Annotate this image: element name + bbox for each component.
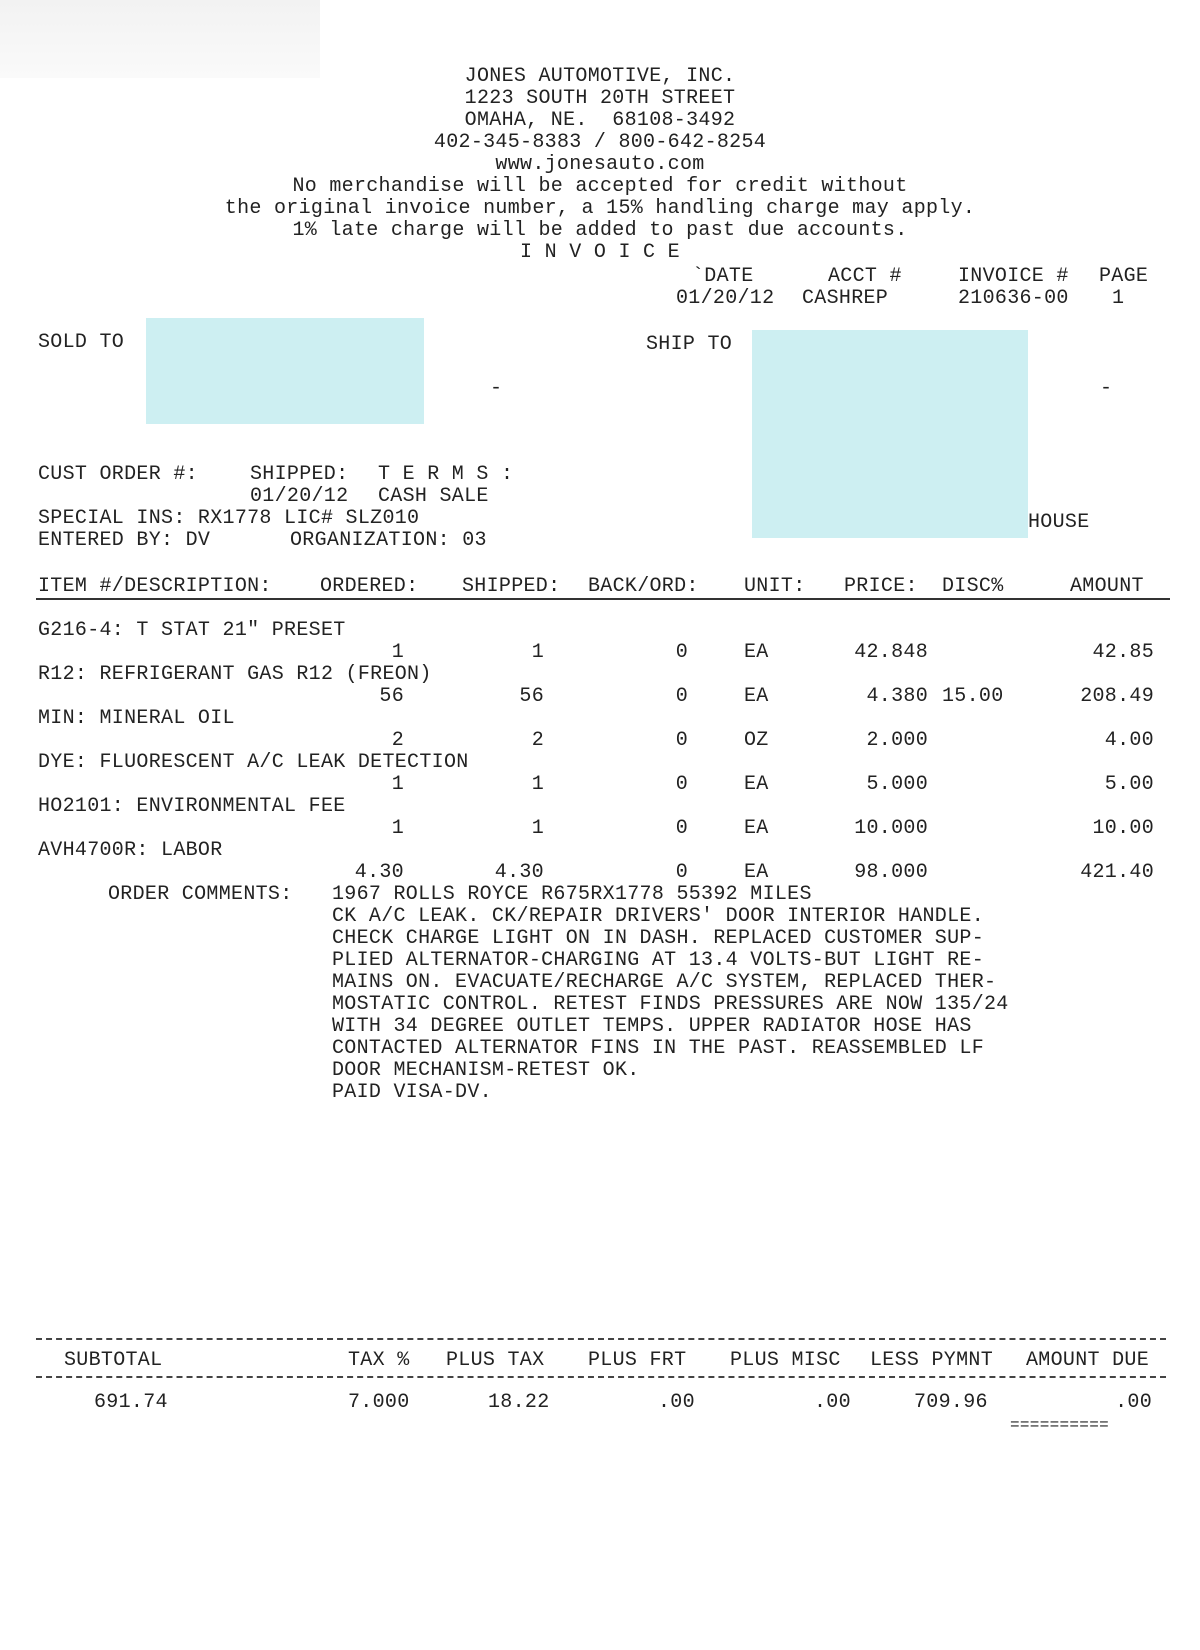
item-ordered: 4.30 — [354, 861, 404, 884]
item-shipped: 1 — [531, 641, 544, 664]
organization: ORGANIZATION: 03 — [290, 529, 487, 552]
policy-line-3: 1% late charge will be added to past due accounts. — [292, 219, 908, 242]
item-back-ordered: 0 — [675, 817, 688, 840]
item-ordered: 56 — [379, 685, 404, 708]
plus-tax-label: PLUS TAX — [446, 1349, 545, 1372]
ship-to-dash: - — [1100, 377, 1113, 400]
sold-to-label: SOLD TO — [38, 331, 125, 354]
amount-due-label: AMOUNT DUE — [1026, 1349, 1150, 1372]
item-shipped: 2 — [531, 729, 544, 752]
item-ordered: 1 — [391, 817, 404, 840]
item-amount: 42.85 — [1092, 641, 1154, 664]
item-unit: EA — [744, 861, 769, 884]
item-unit: EA — [744, 685, 769, 708]
scan-smudge — [0, 0, 320, 78]
item-price: 5.000 — [866, 773, 928, 796]
item-ordered: 1 — [391, 641, 404, 664]
invoice-date: 01/20/12 — [676, 287, 775, 310]
plus-freight-value: .00 — [658, 1391, 695, 1414]
item-discount: 15.00 — [942, 685, 1004, 708]
ship-to-label: SHIP TO — [646, 333, 733, 356]
company-phone: 402-345-8383 / 800-642-8254 — [433, 131, 767, 154]
item-back-ordered: 0 — [675, 685, 688, 708]
comment-line: CK A/C LEAK. CK/REPAIR DRIVERS' DOOR INTERIOR HANDLE. — [332, 905, 985, 928]
policy-line-2: the original invoice number, a 15% handling charge may apply. — [224, 197, 976, 220]
tax-percent-label: TAX % — [348, 1349, 410, 1372]
item-shipped: 1 — [531, 773, 544, 796]
item-shipped: 1 — [531, 817, 544, 840]
col-price: PRICE: — [844, 575, 918, 598]
page-label: PAGE — [1099, 265, 1149, 288]
comment-line: CONTACTED ALTERNATOR FINS IN THE PAST. REASSEMBLED LF — [332, 1037, 985, 1060]
shipped-label: SHIPPED: — [250, 463, 349, 486]
item-amount: 208.49 — [1080, 685, 1154, 708]
item-unit: OZ — [744, 729, 769, 752]
item-amount: 5.00 — [1104, 773, 1154, 796]
entered-by: ENTERED BY: DV — [38, 529, 211, 552]
item-back-ordered: 0 — [675, 861, 688, 884]
amount-due-double-rule: ========== — [1010, 1416, 1110, 1434]
col-discount: DISC% — [942, 575, 1004, 598]
subtotal-value: 691.74 — [94, 1391, 168, 1414]
item-price: 10.000 — [854, 817, 928, 840]
col-unit: UNIT: — [744, 575, 806, 598]
comment-line: DOOR MECHANISM-RETEST OK. — [332, 1059, 640, 1082]
totals-mid-dashes — [36, 1376, 1166, 1378]
comment-line: 1967 ROLLS ROYCE R675RX1778 55392 MILES — [332, 883, 812, 906]
col-back-ordered: BACK/ORD: — [588, 575, 699, 598]
item-shipped: 56 — [519, 685, 544, 708]
acct-label: ACCT # — [828, 265, 902, 288]
item-amount: 4.00 — [1104, 729, 1154, 752]
tax-percent-value: 7.000 — [348, 1391, 410, 1414]
comment-line: PAID VISA-DV. — [332, 1081, 492, 1104]
cust-order-label: CUST ORDER #: — [38, 463, 198, 486]
company-name: JONES AUTOMOTIVE, INC. — [464, 65, 736, 88]
plus-misc-value: .00 — [814, 1391, 851, 1414]
amount-due-value: .00 — [1115, 1391, 1152, 1414]
less-payment-value: 709.96 — [914, 1391, 988, 1414]
sold-to-dash: - — [490, 377, 503, 400]
terms-label: T E R M S : — [378, 463, 514, 486]
less-payment-label: LESS PYMNT — [870, 1349, 994, 1372]
item-unit: EA — [744, 641, 769, 664]
ship-to-house: HOUSE — [1028, 511, 1090, 534]
item-ordered: 2 — [391, 729, 404, 752]
invoice-number: 210636-00 — [958, 287, 1069, 310]
special-instructions: SPECIAL INS: RX1778 LIC# SLZ010 — [38, 507, 420, 530]
company-website: www.jonesauto.com — [495, 153, 705, 176]
item-amount: 10.00 — [1092, 817, 1154, 840]
ship-to-redaction — [752, 330, 1028, 538]
item-price: 2.000 — [866, 729, 928, 752]
page-number: 1 — [1112, 287, 1125, 310]
col-item-description: ITEM #/DESCRIPTION: — [38, 575, 272, 598]
item-price: 98.000 — [854, 861, 928, 884]
item-price: 4.380 — [866, 685, 928, 708]
plus-freight-label: PLUS FRT — [588, 1349, 687, 1372]
item-ordered: 1 — [391, 773, 404, 796]
item-description: AVH4700R: LABOR — [38, 839, 223, 862]
account-number: CASHREP — [802, 287, 889, 310]
col-amount: AMOUNT — [1070, 575, 1144, 598]
item-price: 42.848 — [854, 641, 928, 664]
terms-value: CASH SALE — [378, 485, 489, 508]
item-shipped: 4.30 — [494, 861, 544, 884]
item-back-ordered: 0 — [675, 729, 688, 752]
company-city: OMAHA, NE. 68108-3492 — [464, 109, 736, 132]
document-title: I N V O I C E — [520, 241, 680, 264]
plus-misc-label: PLUS MISC — [730, 1349, 841, 1372]
plus-tax-value: 18.22 — [488, 1391, 550, 1414]
item-description: HO2101: ENVIRONMENTAL FEE — [38, 795, 346, 818]
comment-line: PLIED ALTERNATOR-CHARGING AT 13.4 VOLTS-BUT LIGHT RE- — [332, 949, 985, 972]
sold-to-redaction — [146, 318, 424, 424]
item-unit: EA — [744, 817, 769, 840]
invoice-number-label: INVOICE # — [958, 265, 1069, 288]
col-ordered: ORDERED: — [320, 575, 419, 598]
comment-line: WITH 34 DEGREE OUTLET TEMPS. UPPER RADIATOR HOSE HAS — [332, 1015, 972, 1038]
policy-line-1: No merchandise will be accepted for credit without — [292, 175, 908, 198]
comment-line: MOSTATIC CONTROL. RETEST FINDS PRESSURES ARE NOW 135/24 — [332, 993, 1009, 1016]
shipped-date: 01/20/12 — [250, 485, 349, 508]
subtotal-label: SUBTOTAL — [64, 1349, 163, 1372]
item-unit: EA — [744, 773, 769, 796]
col-shipped: SHIPPED: — [462, 575, 561, 598]
order-comments-label: ORDER COMMENTS: — [108, 883, 293, 906]
item-description: DYE: FLUORESCENT A/C LEAK DETECTION — [38, 751, 469, 774]
item-description: R12: REFRIGERANT GAS R12 (FREON) — [38, 663, 432, 686]
comment-line: CHECK CHARGE LIGHT ON IN DASH. REPLACED CUSTOMER SUP- — [332, 927, 985, 950]
comment-line: MAINS ON. EVACUATE/RECHARGE A/C SYSTEM, REPLACED THER- — [332, 971, 997, 994]
totals-top-dashes — [36, 1338, 1166, 1340]
item-description: MIN: MINERAL OIL — [38, 707, 235, 730]
item-back-ordered: 0 — [675, 641, 688, 664]
item-amount: 421.40 — [1080, 861, 1154, 884]
item-back-ordered: 0 — [675, 773, 688, 796]
item-description: G216-4: T STAT 21" PRESET — [38, 619, 346, 642]
company-street: 1223 SOUTH 20TH STREET — [464, 87, 736, 110]
date-label: `DATE — [692, 265, 754, 288]
header-underline — [36, 598, 1170, 600]
